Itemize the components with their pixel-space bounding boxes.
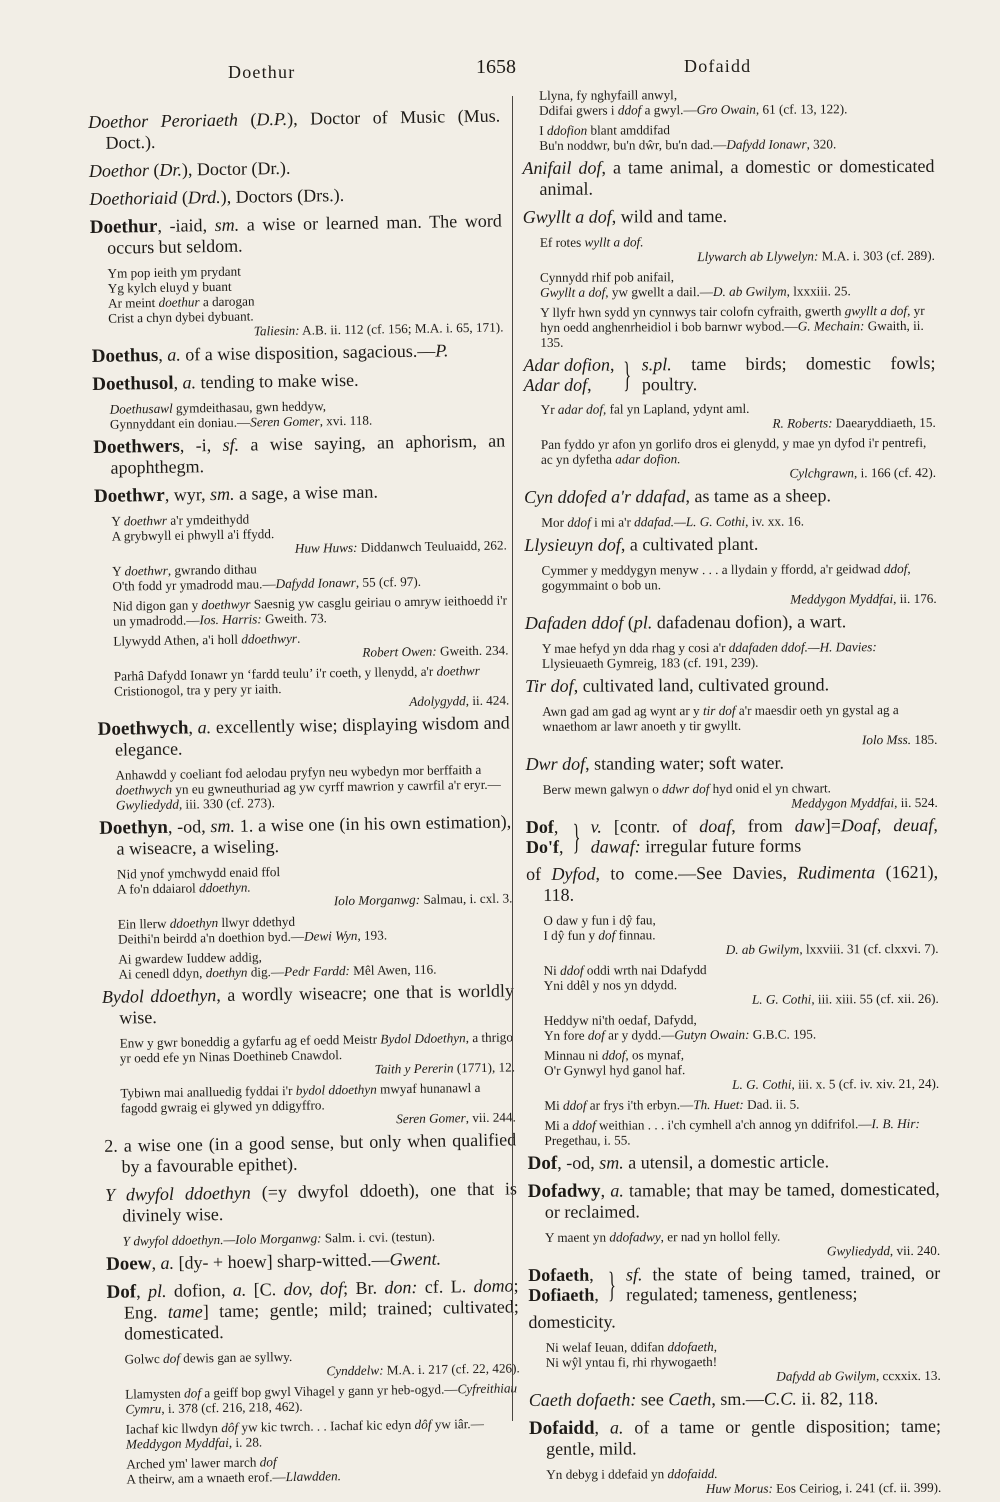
headword: Dofaeth,	[528, 1264, 594, 1285]
citation-line: Enw y gwr boneddig a gyfarfu ag ef oedd Meistr Bydol Ddoethyn, a thrigo yr oedd efe yn Ninas Doethineb Cnawdol.	[119, 1029, 514, 1066]
citation-line: O'th fodd yr ymadrodd mau.—Dafydd Ionawr, 55 (cf. 97).	[112, 573, 422, 594]
citation-quote	[523, 268, 935, 300]
citation-quote	[527, 961, 939, 1008]
citation-quote	[524, 435, 936, 482]
dictionary-entry: Dwr dof, standing water; soft water.	[525, 752, 785, 774]
citation-quote	[523, 233, 935, 265]
citation-line: Arched ym' lawer march dof	[126, 1454, 277, 1472]
citation-quote	[527, 1096, 939, 1113]
citation-source: L. G. Cothi, iii. x. 5 (cf. iv. xiv. 21, 24).	[732, 1075, 940, 1092]
citation-line: Mi ddof ar frys i'th erbyn.—Th. Huet: Dad. ii. 5.	[544, 1096, 800, 1113]
citation-line: Berw mewn galwyn o ddwr dof hyd onid el yn chwart.	[542, 780, 831, 797]
citation-line: Nid digon gan y doethwyr Saesnig yw casglu geiriau o amryw ieithoedd i'r un ymadrodd.—Ios. Harris: Gweith. 73.	[112, 592, 508, 629]
citation-quote	[96, 627, 508, 663]
left-column	[88, 106, 522, 1492]
dictionary-entry: Llysieuyn dof, a cultivated plant.	[524, 533, 759, 555]
citation-line: Mor ddof i mi a'r ddafad.—L. G. Cothi, iv. xx. 16.	[541, 513, 805, 530]
citation-line: Cymmer y meddygyn menyw . . . a llydain y ffordd, a'r geidwad ddof, gogymmaint o bob un.	[541, 560, 911, 593]
left-running-head: Doethur	[228, 62, 296, 82]
dictionary-entry: Doethoriaid (Drd.), Doctors (Drs.).	[89, 184, 345, 209]
dictionary-entry: Dof, -od, sm. a utensil, a domestic article.	[527, 1151, 830, 1174]
definition: v. [contr. of doaf, from daw]=Doaf, deuaf, dawaf: irregular future forms	[590, 814, 938, 857]
dictionary-entry: Doethor Peroriaeth (D.P.), Doctor of Music (Mus. Doct.).	[88, 105, 501, 153]
citation-line: Ym pop ieith ym prydant	[107, 263, 241, 281]
citation-line: Parhâ Dafydd Ionawr yn ‘fardd teulu’ i'r coeth, y llenydd, a'r doethwr Cristionogol, tra y pery yr iaith.	[113, 662, 480, 699]
citation-line: Crist a chyn dybei dybuant.	[108, 308, 254, 326]
citation-line: Yr adar dof, fal yn Lapland, ydynt aml.	[540, 400, 750, 417]
headword: Adar dofion,	[523, 354, 615, 375]
citation-quote	[527, 1046, 939, 1093]
citation-source: Llywarch ab Llywelyn: M.A. i. 303 (cf. 289).	[697, 247, 935, 265]
citation-line: Y dwyfol ddoethyn.—Iolo Morganwg: Salm. i. cvi. (testun).	[122, 1228, 436, 1249]
citation-source: D. ab Gwilym, lxxviii. 31 (cf. clxxvi. 7).	[725, 940, 939, 957]
dictionary-entry: Dofaidd, a. of a tame or gentle disposition; tame; gentle, mild.	[528, 1415, 942, 1459]
dictionary-entry: 2. a wise one (in a good sense, but only when qualified by a favourable epithet).	[104, 1129, 517, 1177]
citation-source: Iolo Morganwg: Salmau, i. cxl. 3.	[333, 890, 513, 909]
citation-quote	[101, 910, 513, 946]
citation-line: Ai cenedl ddyn, doethyn dig.—Pedr Fardd: Mêl Awen, 116.	[118, 961, 437, 982]
brace-glyph: }	[623, 354, 632, 395]
citation-line: Ddifai gwers i ddof a gwyl.—Gro Owain, 61 (cf. 13, 122).	[539, 101, 848, 118]
citation-quote	[524, 561, 936, 608]
citation-quote	[107, 1345, 519, 1381]
dictionary-entry: Tir dof, cultivated land, cultivated ground.	[525, 674, 830, 696]
right-column	[522, 86, 941, 1502]
citation-source: Dafydd ab Gwilym, ccxxix. 13.	[776, 1367, 941, 1384]
running-head	[0, 52, 1000, 84]
citation-line: Y maent yn ddofadwy, er nad yn hollol felly.	[544, 1228, 781, 1245]
bracketed-entry	[528, 1263, 940, 1305]
bracketed-headwords	[523, 355, 614, 395]
bracketed-headwords	[528, 1265, 599, 1305]
citation-quote	[526, 911, 938, 958]
brace-glyph: }	[572, 816, 581, 857]
citation-line: Gwyllt a dof, yw gwellt a dail.—D. ab Gwilym, lxxxiii. 25.	[540, 283, 851, 300]
citation-line: Pan fyddo yr afon yn gorlifo dros ei glenydd, y mae yn dyfod i'r pentrefi, ac yn dyfetha adar dofion.	[540, 434, 927, 467]
dictionary-entry: Gwyllt a dof, wild and tame.	[522, 205, 728, 227]
bracketed-entry	[526, 815, 938, 857]
citation-source: Gwyliedydd, vii. 240.	[826, 1242, 941, 1259]
citation-line: Y mae hefyd yn dda rhag y cosi a'r ddafaden ddof.—H. Davies: Llysieuaeth Gymreig, 183 (cf. 191, 239).	[541, 639, 877, 671]
citation-quote	[90, 260, 503, 341]
dictionary-entry: Dafaden ddof (pl. dafadenau dofion), a wart.	[524, 611, 847, 633]
citation-line: Llamysten dof a geiff bop gwyl Vihagel y gann yr heb-ogyd.—Cyfreithiau Cymru, i. 378 (cf. 216, 218, 462).	[125, 1380, 518, 1417]
citation-quote	[106, 1227, 518, 1248]
citation-quote	[525, 702, 937, 749]
citation-quote	[523, 303, 935, 350]
citation-source: Huw Morus: Eos Ceiriog, i. 241 (cf. ii. 399).	[705, 1479, 942, 1497]
citation-line: Nid ynof ymchwydd enaid ffol	[116, 864, 281, 882]
headword: Dofiaeth,	[528, 1284, 599, 1305]
dictionary-entry: domesticity.	[528, 1311, 616, 1332]
citation-quote	[93, 395, 505, 431]
dictionary-entry: Doethwych, a. excellently wise; displaying wisdom and elegance.	[97, 712, 510, 760]
headword: Do'f,	[525, 836, 564, 857]
citation-line: Y llyfr hwn sydd yn cynnwys tair colofn cyfraith, gwerth gwyllt a dof, yr hyn oedd anghenrheidiol i bob barnwr wybod.—G. Mechain: Gwaith, ii. 135.	[540, 302, 925, 350]
citation-source: L. G. Cothi, iii. xiii. 55 (cf. xii. 26).	[751, 990, 939, 1007]
citation-quote	[96, 592, 508, 628]
citation-line: A theirw, am a wnaeth erof.—Llawdden.	[126, 1468, 342, 1487]
citation-line: Ai gwardew Iuddew addig,	[118, 949, 262, 967]
citation-source: R. Roberts: Daearyddiaeth, 15.	[772, 414, 936, 431]
dictionary-entry: Doethor (Dr.), Doctor (Dr.).	[88, 157, 291, 181]
dictionary-entry: Dofadwy, a. tamable; that may be tamed, domesticated, or reclaimed.	[527, 1178, 940, 1222]
citation-source: Taith y Pererin (1771), 12.	[374, 1059, 516, 1077]
citation-line: O daw y fun i dŷ fau,	[543, 912, 656, 928]
dictionary-entry: Dof, pl. dofion, a. [C. dov, dof; Br. don: cf. L. domo; Eng. tame] tame; gentle; mild; trained; cultivated; domesticated.	[106, 1275, 519, 1344]
citation-source: Meddygon Myddfai, ii. 176.	[790, 590, 937, 607]
citation-quote	[109, 1450, 521, 1486]
page-number: 1658	[476, 56, 516, 78]
citation-quote	[529, 1465, 941, 1497]
citation-line: Doethusawl gymdeithasau, gwn heddyw,	[109, 398, 327, 417]
citation-quote	[94, 507, 507, 558]
dictionary-entry: Doethyn, -od, sm. 1. a wise one (in his own estimation), a wiseacre, a wiseling.	[99, 811, 512, 859]
citation-line: Minnau ni ddof, os mynaf,	[544, 1047, 685, 1063]
citation-line: Bu'n noddwr, bu'n dŵr, bu'n dad.—Dafydd Ionawr, 320.	[539, 136, 837, 153]
citation-line: Ein llerw ddoethyn llwyr ddethyd	[117, 913, 296, 932]
dictionary-entry: of Dyfod, to come.—See Davies, Rudimenta (1621), 118.	[526, 861, 939, 905]
citation-line: Llyna, fy nghyfaill anwyl,	[538, 87, 678, 103]
citation-line: Tybiwn mai analluedig fyddai i'r bydol ddoethyn mwyaf hunanawl a fagodd gwraig ei glywed yn ddigyffro.	[120, 1079, 481, 1116]
citation-line: I dŷ fun y dof finnau.	[543, 927, 656, 943]
right-running-head: Dofaidd	[684, 56, 752, 76]
citation-quote	[108, 1380, 520, 1416]
citation-quote	[524, 400, 936, 432]
citation-line: Y doethwr, gwrando dithau	[112, 561, 257, 579]
citation-source: Cylchgrawn, i. 166 (cf. 42).	[789, 464, 937, 481]
citation-line: Golwc dof dewis gan ae syllwy.	[124, 1348, 293, 1367]
citation-line: Mi a ddof weithian . . . i'ch cymhell a'ch annog yn ddifrifol.—I. B. Hir: Pregethau, i. 55.	[544, 1115, 920, 1148]
dictionary-entry: Bydol ddoethyn, a wordly wiseacre; one that is worldly wise.	[101, 980, 515, 1028]
citation-line: Awn gad am gad ag wynt ar y tir dof a'r maesdir oeth yn gystal ag a wnaethom ar lawr anoeth y tir gwyllt.	[542, 702, 899, 734]
citation-quote	[524, 513, 936, 530]
citation-quote	[109, 1415, 521, 1451]
citation-quote	[526, 780, 938, 812]
column-divider	[512, 96, 513, 1421]
citation-quote	[101, 945, 513, 981]
headword: Dof,	[525, 816, 559, 837]
citation-source: Taliesin: A.B. ii. 112 (cf. 156; M.A. i. 65, 171).	[253, 319, 504, 339]
citation-line: Ni welaf Ieuan, ddifan ddofaeth,	[545, 1338, 718, 1355]
definition: sf. the state of being tamed, trained, or regulated; tameness, gentleness;	[625, 1262, 941, 1305]
citation-line: Ni ddof oddi wrth nai Ddafydd	[543, 962, 707, 978]
dictionary-entry: Doethwers, -i, sf. a wise saying, an aphorism, an apophthegm.	[93, 430, 506, 478]
citation-line: Cynnydd rhif pob anifail,	[539, 269, 675, 285]
citation-line: Deithi'n beirdd a'n doethion byd.—Dewi Wyn, 193.	[117, 927, 388, 947]
dictionary-entry: Doethur, -iaid, sm. a wise or learned man. The word occurs but seldom.	[89, 210, 502, 258]
citation-line: Yni ddêl y nos yn ddydd.	[543, 977, 678, 993]
citation-source: Cynddelw: M.A. i. 217 (cf. 22, 426).	[326, 1360, 520, 1379]
citation-quote	[527, 1011, 939, 1043]
citation-line: Heddyw ni'th oedaf, Dafydd,	[543, 1012, 697, 1028]
citation-source: Meddygon Myddfai, ii. 524.	[791, 794, 938, 811]
citation-quote	[527, 1116, 939, 1148]
citation-line: Yn debyg i ddefaid yn ddofaidd.	[546, 1465, 718, 1482]
citation-quote	[103, 1079, 516, 1130]
citation-line: Ef rotes wyllt a dof.	[539, 234, 644, 250]
citation-quote	[103, 1029, 516, 1080]
brace-glyph: }	[607, 1264, 616, 1305]
citation-line: Ni wŷl yntau fi, rhi rhywogaeth!	[545, 1353, 718, 1370]
citation-line: Yn fore dof ar y dydd.—Gutyn Owain: G.B.C. 195.	[543, 1026, 817, 1043]
dictionary-entry: Doethus, a. of a wise disposition, sagacious.—P.	[91, 340, 449, 367]
citation-line: Ar meint doethur a darogan	[107, 293, 255, 311]
dictionary-entry: Cyn ddofed a'r ddafad, as tame as a sheep.	[524, 485, 831, 507]
dictionary-entry: Doethwr, wyr, sm. a sage, a wise man.	[93, 481, 379, 507]
citation-line: A grybwyll ei phwyll a'i ffydd.	[111, 526, 275, 544]
dictionary-entry: Caeth dofaeth: see Caeth, sm.—C.C. ii. 82, 118.	[528, 1388, 879, 1410]
citation-line: Llywydd Athen, a'i holl ddoethwyr.	[113, 630, 301, 649]
citation-line: O'r Gynwyl hyd ganol haf.	[544, 1062, 686, 1078]
citation-quote	[100, 860, 513, 911]
citation-quote	[529, 1338, 941, 1385]
citation-line: A fo'n ddaiarol ddoethyn.	[117, 879, 251, 897]
citation-source: Huw Huws: Diddanwch Teuluaidd, 262.	[294, 537, 507, 556]
citation-line: Y doethwr a'r ymdeithydd	[111, 511, 250, 529]
bracketed-headwords	[526, 817, 564, 857]
citation-quote	[522, 121, 934, 153]
bracketed-entry	[523, 353, 935, 395]
citation-quote	[95, 557, 507, 593]
citation-quote	[97, 662, 510, 713]
dictionary-entry: Y dwyfol ddoethyn (=y dwyfol ddoeth), one that is divinely wise.	[104, 1178, 518, 1226]
citation-line: Anhawdd y coeliant fod aelodau pryfyn neu wybedyn mor berffaith a doethwych yn eu gwneuthuriad ag yw cyrff mawrion y cawrfil a'r eryr.—Gwyliedydd, iii. 330 (cf. 273).	[115, 761, 501, 813]
citation-line: Yg kylch eluyd y buant	[107, 278, 232, 296]
dictionary-entry: Doew, a. [dy- + hoew] sharp-witted.—Gwent.	[105, 1248, 442, 1275]
citation-source: Robert Owen: Gweith. 234.	[362, 642, 509, 660]
citation-quote	[528, 1228, 940, 1260]
citation-quote	[98, 761, 511, 812]
citation-source: Seren Gomer, vii. 244.	[396, 1109, 516, 1127]
dictionary-entry: Anifail dof, a tame animal, a domestic or domesticated animal.	[522, 155, 935, 199]
dictionary-entry: Doethusol, a. tending to make wise.	[92, 369, 359, 395]
citation-line: Gynnyddant ein doniau.—Seren Gomer, xvi. 118.	[109, 412, 373, 432]
citation-quote	[522, 86, 934, 118]
definition: s.pl. tame birds; domestic fowls; poultry.	[641, 352, 936, 395]
citation-line: I ddofion blant amddifad	[539, 122, 671, 138]
citation-quote	[525, 639, 937, 671]
citation-line: Iachaf kic llwdyn dôf yw kic twrch. . . Iachaf kic edyn dôf yw iâr.—Meddygon Myddfai, i. 28.	[125, 1415, 484, 1452]
headword: Adar dof,	[523, 374, 592, 395]
citation-source: Iolo Mss. 185.	[861, 731, 938, 748]
citation-source: Adolygydd, ii. 424.	[409, 692, 510, 710]
